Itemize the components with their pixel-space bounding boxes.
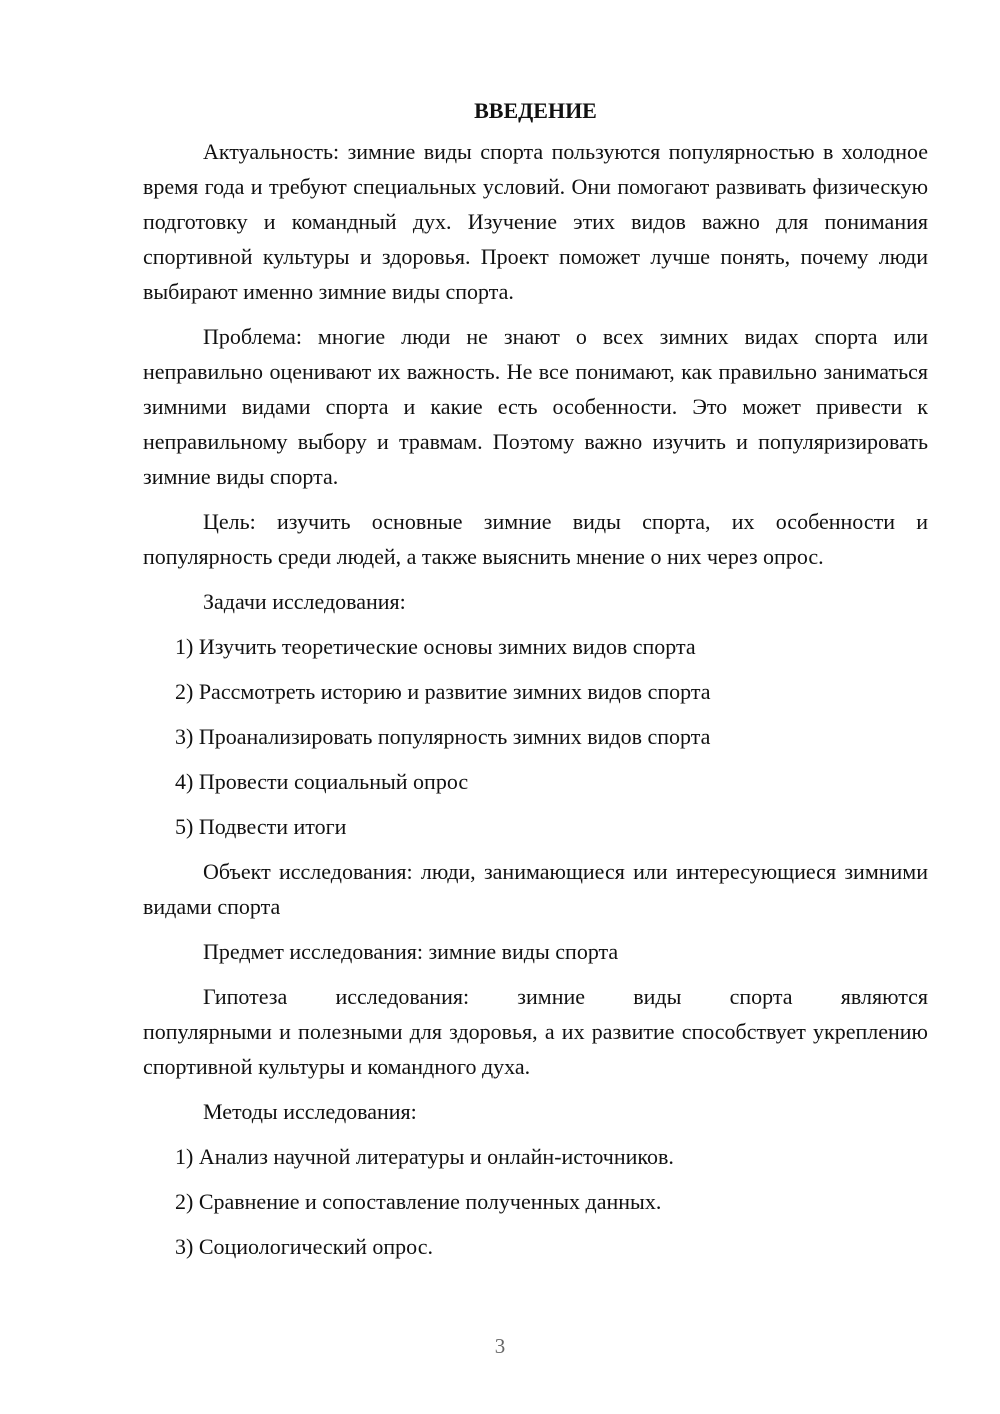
hypothesis-first-line: Гипотеза исследования: зимние виды спорта являются — [203, 984, 928, 1009]
method-item-1: 1) Анализ научной литературы и онлайн-источников. — [175, 1144, 674, 1169]
goal-paragraph: Цель: изучить основные зимние виды спорта, их особенности и популярность среди людей, а также выяснить мнение о них через опрос. — [143, 509, 928, 569]
tasks-heading: Задачи исследования: — [203, 589, 406, 614]
problem-paragraph: Проблема: многие люди не знают о всех зимних видах спорта или неправильно оценивают их важность. Не все понимают, как правильно заниматься зимними видами спорта и какие есть особенности. Это может привести к неправильному выбору и травмам. Поэтому важно изучить и популяризировать зимние виды спорта. — [143, 324, 928, 489]
method-item-3: 3) Социологический опрос. — [175, 1234, 433, 1259]
methods-heading: Методы исследования: — [203, 1099, 417, 1124]
task-item-5: 5) Подвести итоги — [175, 814, 347, 839]
relevance-paragraph: Актуальность: зимние виды спорта пользуются популярностью в холодное время года и требуют специальных условий. Они помогают развивать физическую подготовку и командный дух. Изучение этих видов важно для понимания спортивной культуры и здоровья. Проект поможет лучше понять, почему люди выбирают именно зимние виды спорта. — [143, 139, 928, 304]
task-item-4: 4) Провести социальный опрос — [175, 769, 469, 794]
task-item-3: 3) Проанализировать популярность зимних видов спорта — [175, 724, 711, 749]
subject-paragraph: Предмет исследования: зимние виды спорта — [203, 939, 619, 964]
section-title: ВВЕДЕНИЕ — [474, 98, 597, 123]
page-number: 3 — [494, 1334, 506, 1358]
task-item-2: 2) Рассмотреть историю и развитие зимних видов спорта — [175, 679, 711, 704]
task-item-1: 1) Изучить теоретические основы зимних видов спорта — [175, 634, 696, 659]
document-page — [143, 93, 928, 1274]
object-paragraph: Объект исследования: люди, занимающиеся или интересующиеся зимними видами спорта — [143, 859, 928, 919]
hypothesis-paragraph — [143, 979, 928, 1084]
hypothesis-rest: популярными и полезными для здоровья, а их развитие способствует укреплению спортивной культуры и командного духа. — [143, 1019, 928, 1079]
method-item-2: 2) Сравнение и сопоставление полученных данных. — [175, 1189, 662, 1214]
